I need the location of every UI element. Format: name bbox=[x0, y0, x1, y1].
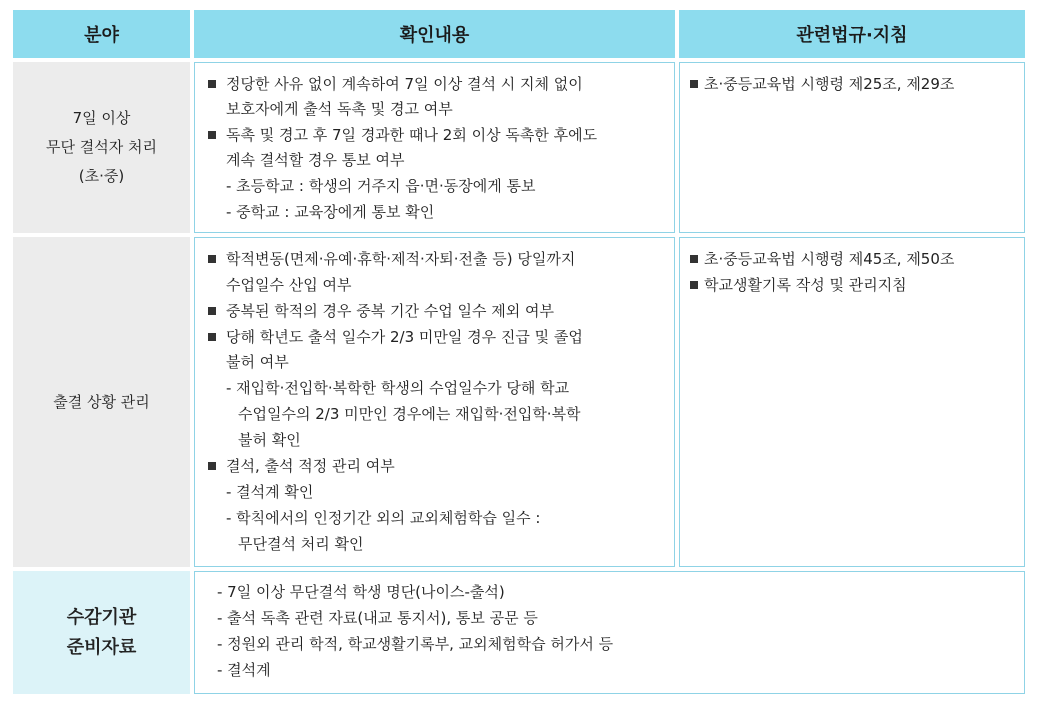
check-item-continued: 수업일수 산입 여부 bbox=[226, 276, 352, 294]
check-item: 당해 학년도 출석 일수가 2/3 미만일 경우 진급 및 졸업 bbox=[226, 328, 583, 346]
law-item: 학교생활기록 작성 및 관리지침 bbox=[704, 276, 907, 294]
sub-item-continued: 불허 확인 bbox=[238, 431, 301, 449]
sub-item: - 중학교 : 교육장에게 통보 확인 bbox=[226, 203, 435, 221]
check-item: 결석, 출석 적정 관리 여부 bbox=[226, 457, 395, 475]
law-item: 초·중등교육법 시행령 제25조, 제29조 bbox=[704, 75, 955, 93]
sub-item: - 학칙에서의 인정기간 외의 교외체험학습 일수 : bbox=[226, 509, 541, 527]
check-item: 학적변동(면제·유예·휴학·제적·자퇴·전출 등) 당일까지 bbox=[226, 250, 576, 268]
sub-item-continued: 수업일수의 2/3 미만인 경우에는 재입학·전입학·복학 bbox=[238, 405, 581, 423]
header-content-label: 확인내용 bbox=[399, 25, 470, 46]
row2-field-line: 출결 상황 관리 bbox=[53, 392, 150, 411]
bullet-marker bbox=[208, 131, 216, 139]
law-item: 초·중등교육법 시행령 제45조, 제50조 bbox=[704, 250, 955, 268]
material-item: - 7일 이상 무단결석 학생 명단(나이스-출석) bbox=[217, 583, 505, 601]
header-content bbox=[194, 10, 675, 58]
sub-item: - 재입학·전입학·복학한 학생의 수업일수가 당해 학교 bbox=[226, 379, 570, 397]
row2-law bbox=[679, 237, 1025, 567]
row2-content bbox=[194, 237, 675, 567]
material-item: - 정원외 관리 학적, 학교생활기록부, 교외체험학습 허가서 등 bbox=[217, 635, 614, 653]
check-item-continued: 보호자에게 출석 독촉 및 경고 여부 bbox=[226, 100, 453, 118]
row2-field bbox=[13, 237, 190, 567]
footer-materials bbox=[194, 571, 1025, 694]
check-item: 중복된 학적의 경우 중복 기간 수업 일수 제외 여부 bbox=[226, 302, 554, 320]
bullet-marker bbox=[690, 80, 698, 88]
row1-field-line: 7일 이상 bbox=[72, 109, 131, 127]
row1-law bbox=[679, 62, 1025, 233]
header-field-label: 분야 bbox=[84, 25, 119, 46]
check-item-continued: 계속 결석할 경우 통보 여부 bbox=[226, 151, 405, 169]
header-field bbox=[13, 10, 190, 58]
check-item: 독촉 및 경고 후 7일 경과한 때나 2회 이상 독촉한 후에도 bbox=[226, 126, 598, 144]
bullet-marker bbox=[208, 307, 216, 315]
footer-field bbox=[13, 571, 190, 694]
bullet-marker bbox=[208, 80, 216, 88]
check-item: 정당한 사유 없이 계속하여 7일 이상 결석 시 지체 없이 bbox=[226, 75, 583, 93]
check-item-continued: 불허 여부 bbox=[226, 353, 289, 371]
bullet-marker bbox=[690, 255, 698, 263]
material-item: - 출석 독촉 관련 자료(내교 통지서), 통보 공문 등 bbox=[217, 609, 538, 627]
footer-field-line: 수감기관 bbox=[66, 606, 137, 628]
material-item: - 결석계 bbox=[217, 661, 271, 679]
row1-field bbox=[13, 62, 190, 233]
bullet-marker bbox=[208, 333, 216, 341]
header-law-label: 관련법규·지침 bbox=[796, 25, 908, 46]
row1-content bbox=[194, 62, 675, 233]
sub-item: - 초등학교 : 학생의 거주지 읍·면·동장에게 통보 bbox=[226, 177, 536, 195]
row1-field-line: 무단 결석자 처리 bbox=[46, 138, 157, 156]
row1-field-line: (초·중) bbox=[78, 167, 125, 185]
bullet-marker bbox=[208, 462, 216, 470]
sub-item-continued: 무단결석 처리 확인 bbox=[238, 535, 364, 553]
header-law bbox=[679, 10, 1025, 58]
bullet-marker bbox=[208, 255, 216, 263]
bullet-marker bbox=[690, 281, 698, 289]
footer-field-line: 준비자료 bbox=[66, 636, 137, 658]
sub-item: - 결석계 확인 bbox=[226, 483, 314, 501]
